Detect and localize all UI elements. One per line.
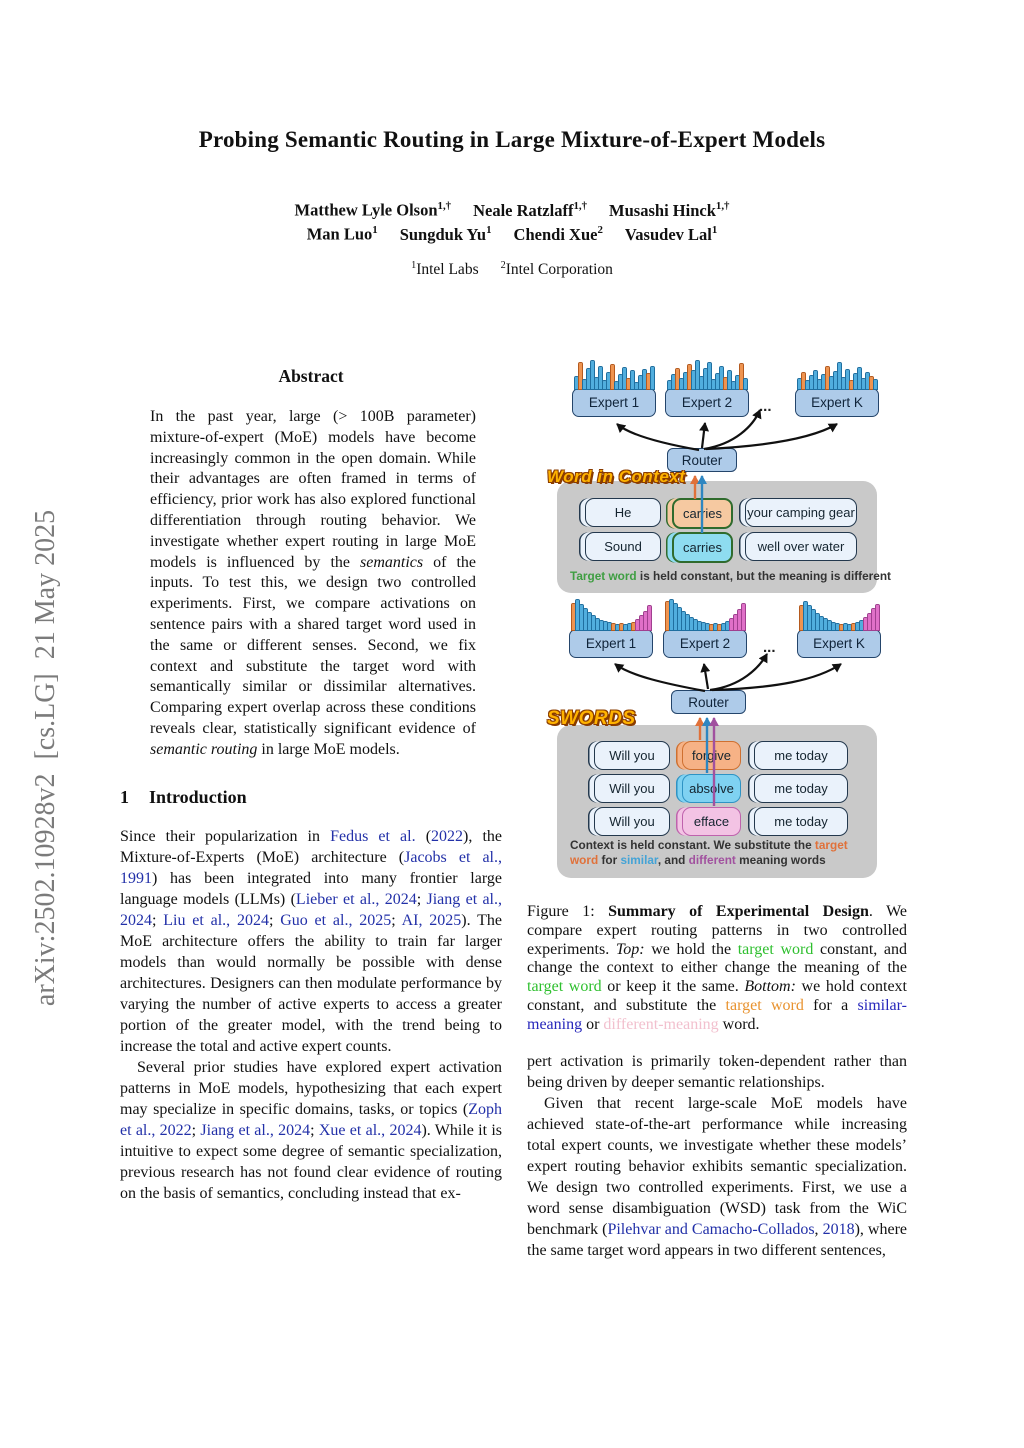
histogram-bar xyxy=(854,374,857,389)
text-segment: target word xyxy=(725,996,804,1014)
wic-panel xyxy=(557,481,891,593)
expert-2-top xyxy=(665,358,749,417)
citation-link[interactable]: AI, 2025 xyxy=(401,911,462,929)
histogram-bar xyxy=(840,625,843,630)
text-segment: ; xyxy=(310,1121,319,1139)
right-column xyxy=(527,356,907,1261)
router-to-ellipsis-arrow xyxy=(710,654,767,690)
text-segment: ; xyxy=(416,890,427,908)
text-segment: in large MoE models. xyxy=(257,740,400,758)
text-segment: ), where the same target word appears in two different sentences, xyxy=(527,1220,908,1259)
context-box: your camping gear xyxy=(745,498,857,527)
substitute-word-box: forgive xyxy=(682,741,741,770)
text-segment: In the past year, large (> 100B parameter) mixture-of-expert (MoE) models have become increasingly common in the open domain. While their advantages are often framed in terms of efficiency, prior work has also explored functional differentiation through routing behavior. We investigate whether expert routing in large MoE models is influenced by the xyxy=(150,408,476,571)
author-line-2 xyxy=(0,224,1024,245)
histogram-bar xyxy=(836,624,839,630)
histogram-bar xyxy=(639,376,642,389)
histogram-bar xyxy=(624,625,627,630)
histogram-bar xyxy=(615,382,618,389)
expert-1-bottom xyxy=(569,598,653,658)
text-segment: Bottom: xyxy=(744,978,796,996)
text-segment: ; xyxy=(191,1121,201,1139)
histogram-bar xyxy=(860,621,863,630)
panel-row xyxy=(557,807,877,834)
histogram-bar xyxy=(635,383,638,389)
text-segment: Sungduk Yu xyxy=(399,224,487,244)
histogram-bar xyxy=(866,373,869,389)
histogram-bar xyxy=(647,374,650,389)
text-segment: 1 xyxy=(711,224,718,236)
histogram-bar xyxy=(816,614,819,630)
histogram-bar xyxy=(604,622,607,630)
text-segment: Intel Labs xyxy=(416,261,479,279)
text-segment: Top: xyxy=(615,940,645,958)
histogram-bar xyxy=(686,615,689,630)
router-to-expert-arrow xyxy=(706,424,837,449)
histogram-bar xyxy=(696,361,699,389)
histogram-bar xyxy=(587,369,590,389)
text-segment: of the inputs. To test this, we design two controlled experiments. First, we compare activations on sentence pairs with a shared target word used in the same or different senses. Second, we fix context and substitute the target word with semantically similar or dissimilar alternatives. Comparing expert overlap across these conditions reveals clear, statistically significant evidence of xyxy=(150,553,476,737)
histogram-bar xyxy=(583,380,586,389)
histogram-bar xyxy=(824,619,827,630)
text-segment: ; xyxy=(391,911,402,929)
histogram-bar xyxy=(856,623,859,630)
expert-k-top xyxy=(795,358,879,417)
expert-activation-histogram xyxy=(665,358,749,389)
right-paragraph-2 xyxy=(527,1093,907,1261)
router-to-expert-arrow xyxy=(704,664,708,689)
text-segment: 1 xyxy=(411,260,417,271)
histogram-bar xyxy=(620,624,623,630)
router-to-expert-arrow xyxy=(617,424,699,450)
text-segment: is held constant, but the meaning is different xyxy=(636,569,891,583)
histogram-bar xyxy=(611,365,614,389)
histogram-bar xyxy=(842,378,845,389)
histogram-bar xyxy=(846,370,849,389)
citation-link[interactable]: 2022 xyxy=(431,827,464,845)
expert-activation-histogram xyxy=(797,598,881,630)
text-segment: semantics xyxy=(360,553,424,571)
text-segment: target word xyxy=(570,838,848,867)
text-segment: Musashi Hinck xyxy=(609,200,716,220)
left-column xyxy=(120,362,502,1204)
panel-row xyxy=(557,498,877,525)
text-segment: ), the Mixture-of-Experts (MoE) architecture ( xyxy=(120,827,502,866)
histogram-bar xyxy=(584,609,587,630)
text-segment: for xyxy=(598,853,621,867)
citation-link[interactable]: Lieber et al., 2024 xyxy=(295,890,417,908)
histogram-bar xyxy=(603,381,606,389)
histogram-bar xyxy=(720,367,723,389)
histogram-bar xyxy=(692,371,695,389)
text-segment: . We compare expert routing patterns in two controlled experiments. xyxy=(527,903,907,958)
expert-box: Expert 1 xyxy=(569,629,653,658)
intro-paragraph-2 xyxy=(120,1057,502,1204)
citation-link[interactable]: Jiang et al., 2024 xyxy=(120,890,503,929)
histogram-bar xyxy=(718,625,721,630)
citation-link[interactable]: Liu et al., 2024 xyxy=(163,911,269,929)
histogram-bar xyxy=(868,614,871,630)
section-heading-introduction xyxy=(120,787,502,808)
text-segment: we hold context constant, and substitute the xyxy=(527,978,908,1014)
histogram-bar xyxy=(726,622,729,630)
swords-panel xyxy=(557,725,877,878)
text-segment: ; xyxy=(152,911,164,929)
histogram-bar xyxy=(818,380,821,389)
citation-link[interactable]: Jiang et al., 2024 xyxy=(200,1121,311,1139)
text-segment: target word xyxy=(737,940,814,958)
histogram-bar xyxy=(804,602,807,630)
target-word-box: carries xyxy=(672,532,733,563)
citation-link[interactable]: Guo et al., 2025 xyxy=(280,911,392,929)
histogram-bar xyxy=(822,375,825,389)
arxiv-watermark: arXiv:2502.10928v2 [cs.LG] 21 May 2025 xyxy=(30,509,61,1007)
histogram-bar xyxy=(596,619,599,630)
histogram-bar xyxy=(828,621,831,630)
expert-box: Expert 2 xyxy=(665,388,749,417)
histogram-bar xyxy=(814,371,817,389)
text-segment: target word xyxy=(527,978,602,996)
histogram-bar xyxy=(575,377,578,389)
context-box: me today xyxy=(754,741,848,770)
text-segment: 1,† xyxy=(573,200,588,212)
histogram-bar xyxy=(850,381,853,389)
text-segment: ( xyxy=(415,827,432,845)
histogram-bar xyxy=(684,373,687,389)
text-segment: ). While it is intuitive to expect some degree of semantic specialization, previous research has not found clear evidence of routing on the basis of semantics, concluding instead that ex- xyxy=(120,1121,503,1202)
text-segment: ) has been integrated into many frontier large language models (LLMs) ( xyxy=(120,869,502,908)
substitute-word-box: absolve xyxy=(682,774,741,803)
histogram-bar xyxy=(852,624,855,630)
text-segment: Neale Ratzlaff xyxy=(473,200,574,220)
context-box: Sound xyxy=(585,532,661,561)
histogram-bar xyxy=(870,377,873,389)
abstract-body xyxy=(150,407,476,761)
histogram-bar xyxy=(812,610,815,630)
text-segment: Several prior studies have explored expert activation patterns in MoE models, hypothesizing that each expert may specialize in specific domains, tasks, or topics ( xyxy=(120,1058,502,1118)
text-segment: similar xyxy=(620,853,658,867)
histogram-bar xyxy=(666,602,669,630)
text-segment: similar-meaning xyxy=(527,996,907,1033)
text-segment: different-meaning xyxy=(603,1015,719,1033)
histogram-bar xyxy=(678,608,681,630)
wordart-word-in-context: Word in Context xyxy=(547,467,686,486)
histogram-bar xyxy=(572,604,575,630)
panel-note xyxy=(570,838,867,868)
histogram-bar xyxy=(864,618,867,630)
context-box: Will you xyxy=(594,741,670,770)
text-segment: , and xyxy=(657,853,689,867)
text-segment: Chendi Xue xyxy=(513,224,598,244)
histogram-bar xyxy=(834,372,837,389)
expert-1-top xyxy=(572,358,656,417)
text-segment: 1 xyxy=(486,224,492,236)
figure-1 xyxy=(527,356,907,891)
histogram-bar xyxy=(876,605,879,630)
histogram-bar xyxy=(682,612,685,630)
context-box: He xyxy=(585,498,661,527)
citation-link[interactable]: 2018 xyxy=(822,1220,855,1238)
text-segment: for a xyxy=(803,996,858,1014)
citation-link[interactable]: Zoph et al., 2022 xyxy=(120,1100,502,1139)
expert-box: Expert 1 xyxy=(572,388,656,417)
abstract-heading: Abstract xyxy=(278,366,344,386)
histogram-bar xyxy=(730,619,733,630)
histogram-bar xyxy=(722,624,725,630)
text-segment: Target word xyxy=(570,569,637,583)
histogram-bar xyxy=(728,371,731,389)
expert-2-bottom xyxy=(663,598,747,658)
histogram-bar xyxy=(744,379,747,389)
router-box-bottom: Router xyxy=(671,690,746,714)
router-to-expert-arrow xyxy=(702,423,705,448)
histogram-bar xyxy=(738,610,741,630)
text-segment: Since their popularization in xyxy=(120,827,331,845)
expert-k-bottom xyxy=(797,598,881,658)
histogram-bar xyxy=(810,376,813,389)
histogram-bar xyxy=(708,363,711,389)
histogram-bar xyxy=(862,379,865,389)
histogram-bar xyxy=(595,378,598,389)
histogram-bar xyxy=(724,378,727,389)
histogram-bar xyxy=(830,377,833,389)
author-line-1 xyxy=(0,200,1024,221)
histogram-bar xyxy=(632,623,635,630)
histogram-bar xyxy=(716,374,719,389)
text-segment: different xyxy=(688,853,736,867)
paper-title: Probing Semantic Routing in Large Mixture-of-Expert Models xyxy=(198,127,826,152)
expert-box: Expert 2 xyxy=(663,629,747,658)
histogram-bar xyxy=(643,370,646,389)
text-segment: Vasudev Lal xyxy=(624,224,712,244)
histogram-bar xyxy=(688,365,691,389)
histogram-bar xyxy=(826,367,829,389)
histogram-bar xyxy=(832,623,835,630)
histogram-bar xyxy=(616,625,619,630)
histogram-bar xyxy=(592,616,595,630)
histogram-bar xyxy=(806,381,809,389)
panel-row xyxy=(557,774,877,801)
citation-link[interactable]: Pilehvar and Camacho-Collados xyxy=(607,1220,815,1238)
histogram-bar xyxy=(874,380,877,389)
histogram-bar xyxy=(668,381,671,389)
histogram-bar xyxy=(680,379,683,389)
router-box-top: Router xyxy=(667,448,737,472)
context-box: Will you xyxy=(594,807,670,836)
histogram-bar xyxy=(802,373,805,389)
context-box: well over water xyxy=(745,532,857,561)
histogram-bar xyxy=(798,379,801,389)
citation-link[interactable]: Jacobs et al., 1991 xyxy=(120,848,503,887)
histogram-bar xyxy=(700,377,703,389)
text-segment: 2 xyxy=(500,260,506,271)
histogram-bar xyxy=(672,375,675,389)
histogram-bar xyxy=(800,606,803,630)
wordart-swords: SWORDS xyxy=(547,708,636,729)
citation-link[interactable]: Fedus et al. xyxy=(330,827,416,845)
histogram-bar xyxy=(623,368,626,389)
text-segment: word. xyxy=(718,1015,760,1033)
text-segment: pert activation is primarily token-dependent rather than being driven by deeper semantic relationships. xyxy=(527,1052,907,1091)
context-box: me today xyxy=(754,807,848,836)
text-segment: 1,† xyxy=(715,200,730,212)
histogram-bar xyxy=(591,361,594,389)
text-segment: Man Luo xyxy=(306,224,373,244)
panel-row xyxy=(557,741,877,768)
histogram-bar xyxy=(644,612,647,630)
histogram-bar xyxy=(694,620,697,630)
histogram-bar xyxy=(600,621,603,630)
histogram-bar xyxy=(608,623,611,630)
histogram-bar xyxy=(631,371,634,389)
text-segment: or xyxy=(582,1015,604,1033)
section-title: Introduction xyxy=(149,786,247,807)
histogram-bar xyxy=(702,623,705,630)
histogram-bar xyxy=(690,618,693,630)
text-segment: ). The MoE architecture offers the ability to train far larger models than would normally be possible with dense architectures. Designers can then modulate performance by varying the number of active experts to access a greater portion of the greater model, with the trend being to increase the total and active expert counts. xyxy=(120,911,503,1055)
histogram-bar xyxy=(714,624,717,630)
substitute-word-box: efface xyxy=(682,807,741,836)
text-segment: , xyxy=(814,1220,823,1238)
text-segment: 1,† xyxy=(437,200,452,212)
histogram-bar xyxy=(599,367,602,389)
histogram-bar xyxy=(579,363,582,389)
histogram-bar xyxy=(732,382,735,389)
text-segment: Figure 1: xyxy=(527,903,609,920)
figure-caption xyxy=(527,903,907,1035)
right-paragraph-cont xyxy=(527,1051,907,1093)
histogram-bar xyxy=(670,600,673,630)
router-to-expert-arrow xyxy=(712,664,841,690)
expert-activation-histogram xyxy=(795,358,879,389)
section-number: 1 xyxy=(120,786,129,807)
histogram-bar xyxy=(706,624,709,630)
router-to-expert-arrow xyxy=(615,664,705,691)
histogram-bar xyxy=(612,624,615,630)
histogram-bar xyxy=(712,380,715,389)
histogram-bar xyxy=(676,369,679,389)
histogram-bar xyxy=(607,373,610,389)
ellipsis: ... xyxy=(759,398,772,415)
context-box: Will you xyxy=(594,774,670,803)
histogram-bar xyxy=(740,364,743,389)
histogram-bar xyxy=(820,617,823,630)
histogram-bar xyxy=(588,613,591,630)
text-segment: Given that recent large-scale MoE models have achieved state-of-the-art performance while increasing total expert counts, we investigate whether these models’ expert routing behavior exhibits semantic specialization. We design two controlled experiments. First, we use a word sense disambiguation (WSD) task from the WiC benchmark ( xyxy=(527,1094,907,1238)
ellipsis: ... xyxy=(763,639,776,656)
histogram-bar xyxy=(858,368,861,389)
expert-activation-histogram xyxy=(663,598,747,630)
histogram-bar xyxy=(651,367,654,389)
histogram-bar xyxy=(848,625,851,630)
histogram-bar xyxy=(627,379,630,389)
histogram-bar xyxy=(648,606,651,630)
histogram-bar xyxy=(742,604,745,630)
histogram-bar xyxy=(640,616,643,630)
text-segment: or keep it the same. xyxy=(601,978,745,996)
histogram-bar xyxy=(704,369,707,389)
text-segment: we hold the xyxy=(644,940,738,958)
histogram-bar xyxy=(736,376,739,389)
panel-row xyxy=(557,532,877,559)
text-segment: 2 xyxy=(597,224,603,236)
histogram-bar xyxy=(576,600,579,630)
histogram-bar xyxy=(698,622,701,630)
histogram-bar xyxy=(674,604,677,630)
affiliations xyxy=(0,260,1024,279)
text-segment: Context is held constant. We substitute the xyxy=(570,838,815,852)
expert-box: Expert K xyxy=(795,388,879,417)
context-box: me today xyxy=(754,774,848,803)
expert-box: Expert K xyxy=(797,629,881,658)
panel-note xyxy=(570,569,891,584)
intro-paragraph-1 xyxy=(120,826,502,1057)
target-word-box: carries xyxy=(672,498,733,529)
histogram-bar xyxy=(710,625,713,630)
text-segment: 1 xyxy=(372,224,378,236)
expert-activation-histogram xyxy=(572,358,656,389)
text-segment: meaning words xyxy=(735,853,826,867)
text-segment: ; xyxy=(268,911,281,929)
histogram-bar xyxy=(872,609,875,630)
text-segment: semantic routing xyxy=(150,740,258,758)
text-segment: Matthew Lyle Olson xyxy=(294,200,438,220)
histogram-bar xyxy=(619,375,622,389)
expert-activation-histogram xyxy=(569,598,653,630)
histogram-bar xyxy=(636,620,639,630)
citation-link[interactable]: Xue et al., 2024 xyxy=(318,1121,422,1139)
text-segment: constant, and change the context to either change the meaning of the xyxy=(527,940,907,977)
text-segment: Intel Corporation xyxy=(505,261,613,279)
histogram-bar xyxy=(628,624,631,630)
histogram-bar xyxy=(844,624,847,630)
histogram-bar xyxy=(808,606,811,630)
histogram-bar xyxy=(734,615,737,630)
text-segment: Summary of Experimental Design xyxy=(608,903,869,920)
histogram-bar xyxy=(580,605,583,630)
histogram-bar xyxy=(838,363,841,389)
